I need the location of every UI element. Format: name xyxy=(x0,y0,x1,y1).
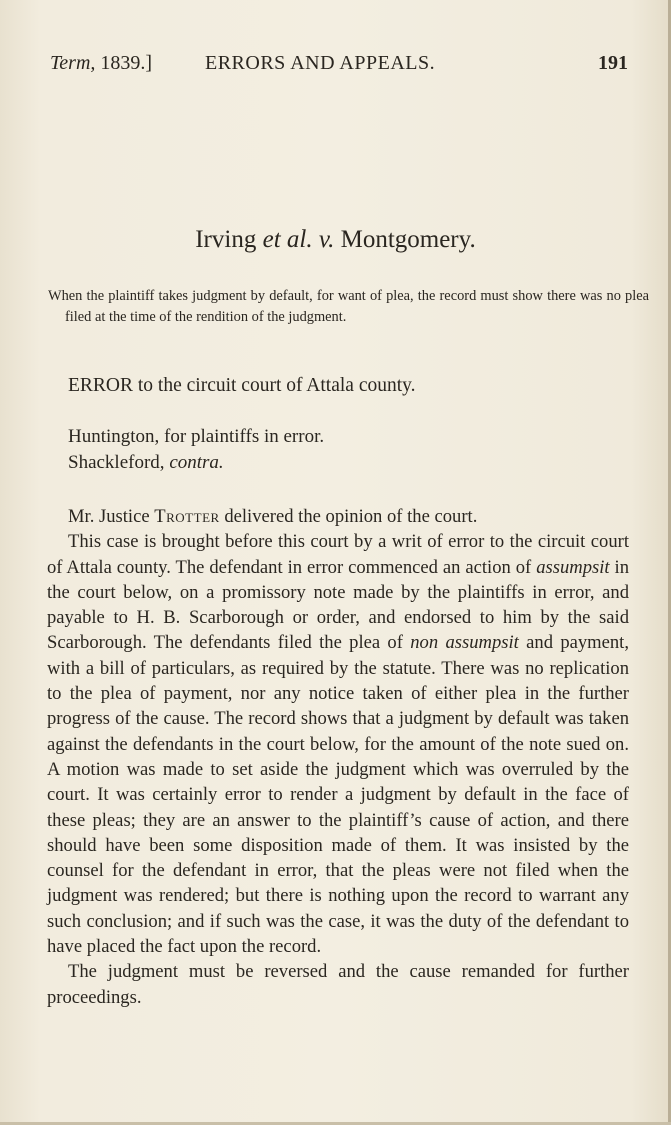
opinion-italic-term: assumpsit xyxy=(536,556,610,578)
case-title xyxy=(0,226,671,254)
opinion-justice: Trotter xyxy=(154,506,220,527)
running-header xyxy=(50,52,630,82)
opinion-text: and payment, with a bill of particulars, as required by the statute. There was no replication to the plea of payment, nor any notice taken of either plea in the further progress of the cause. The record shows that a judgment by default was taken against the defendants in the court below, for the amount of the note sued on. A motion was made to set aside the judgment which was overruled by the court. It was certainly error to render a judgment by default in the face of these pleas; they are an answer to the plaintiff’s cause of action, and there should have been some disposition made of them. It was insisted by the counsel for the defendant in error, that the pleas were not filed when the judgment was rendered; but there is nothing upon the record to warrant any such conclusion; and if such was the case, it was the duty of the defendant to have placed the fact upon the record. xyxy=(47,632,629,958)
counsel-plaintiffs: Huntington, for plaintiffs in error. xyxy=(68,426,325,447)
page-number: 191 xyxy=(598,52,628,74)
headnote: When the plaintiff takes judgment by default, for want of plea, the record must show there was no plea filed at the time of the rendition of the judgment. xyxy=(48,288,649,325)
counsel-defendant xyxy=(68,450,324,476)
opinion-intro-after: delivered the opinion of the court. xyxy=(224,506,478,527)
header-term-label: Term, xyxy=(50,52,96,74)
header-title: ERRORS AND APPEALS. xyxy=(205,52,436,74)
counsel-block xyxy=(68,424,324,476)
case-et-al: et al. xyxy=(262,226,313,253)
counsel-defendant-role: contra. xyxy=(169,452,224,473)
opinion-intro xyxy=(47,504,629,529)
opinion-italic-term: non assumpsit xyxy=(410,632,519,654)
case-party-1: Irving xyxy=(195,226,257,253)
header-year: 1839.] xyxy=(100,52,153,74)
opinion-intro-before: Mr. Justice xyxy=(68,506,150,527)
error-line: ERROR to the circuit court of Attala county. xyxy=(68,375,416,396)
opinion-text: This case is brought before this court by a writ of error to the circuit court of Attala county. The defendant in error commenced an action of xyxy=(47,531,629,578)
counsel-defendant-name: Shackleford, xyxy=(68,452,165,473)
opinion-text: in the court below, on a promissory note made by the plaintiffs in error, and payable to H. B. Scarborough or order, and endorsed to him by the said Scarborough. The defendants filed the plea of xyxy=(47,556,630,654)
header-term xyxy=(50,52,152,75)
opinion-paragraph-2: The judgment must be reversed and the cause remanded for further proceedings. xyxy=(47,961,629,1008)
opinion-paragraph-1 xyxy=(47,529,629,959)
opinion-body xyxy=(47,504,629,1010)
case-party-2: Montgomery. xyxy=(340,226,476,253)
case-versus: v. xyxy=(318,226,335,253)
